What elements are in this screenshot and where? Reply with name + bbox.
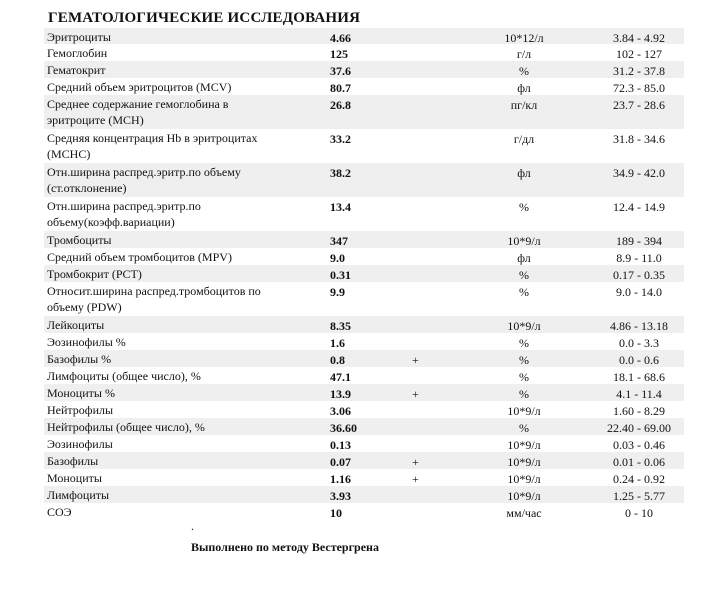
test-reference: 0.17 - 0.35 [613,268,665,282]
test-value: 125 [330,47,348,61]
test-value: 9.0 [330,251,345,265]
table-row [44,197,684,231]
test-reference: 102 - 127 [616,47,662,61]
test-name: СОЭ [47,505,72,519]
test-value: 3.06 [330,404,351,418]
test-reference: 189 - 394 [616,234,662,248]
method-note: Выполнено по методу Вестергрена [191,540,379,554]
test-reference: 0.01 - 0.06 [613,455,665,469]
test-reference: 0.03 - 0.46 [613,438,665,452]
test-name: Базофилы % [47,352,112,366]
test-value: 13.4 [330,200,351,214]
test-name: Средняя концентрация Hb в эритроцитах (MCHC) [47,131,258,161]
test-name: Гематокрит [47,63,106,77]
test-reference: 0.0 - 0.6 [619,353,659,367]
test-unit: 10*9/л [507,438,541,452]
test-reference: 23.7 - 28.6 [613,98,665,112]
test-value: 9.9 [330,285,345,299]
table-row [44,78,684,95]
test-reference: 0.0 - 3.3 [619,336,659,350]
test-value: 0.07 [330,455,351,469]
test-name: Моноциты % [47,386,115,400]
test-reference: 18.1 - 68.6 [613,370,665,384]
test-unit: 10*9/л [507,472,541,486]
test-name: Лейкоциты [47,318,105,332]
test-flag: + [412,353,419,367]
test-reference: 31.2 - 37.8 [613,64,665,78]
table-row [44,44,684,61]
test-reference: 31.8 - 34.6 [613,132,665,146]
test-unit: 10*9/л [507,319,541,333]
test-reference: 4.1 - 11.4 [616,387,662,401]
test-name: Моноциты [47,471,102,485]
test-unit: 10*9/л [507,489,541,503]
table-row [44,163,684,197]
test-reference: 12.4 - 14.9 [613,200,665,214]
test-flag: + [412,387,419,401]
test-reference: 0.24 - 0.92 [613,472,665,486]
test-name: Нейтрофилы [47,403,114,417]
test-reference: 4.86 - 13.18 [610,319,668,333]
test-reference: 72.3 - 85.0 [613,81,665,95]
test-reference: 8.9 - 11.0 [616,251,662,265]
test-value: 80.7 [330,81,351,95]
test-name: Эозинофилы [47,437,113,451]
test-name: Эритроциты [47,30,111,44]
dot-mark: . [191,519,194,533]
test-reference: 0 - 10 [625,506,653,520]
test-value: 3.93 [330,489,351,503]
test-unit: г/дл [513,132,535,146]
test-flag: + [412,472,419,486]
test-unit: 10*9/л [507,455,541,469]
table-row [44,350,684,367]
test-value: 13.9 [330,387,351,401]
table-row [44,469,684,486]
test-reference: 1.25 - 5.77 [613,489,665,503]
table-row [44,367,684,384]
test-value: 1.16 [330,472,351,486]
table-row [44,435,684,452]
test-value: 347 [330,234,348,248]
test-name: Лимфоциты [47,488,110,502]
test-unit: % [519,285,529,299]
table-row [44,231,684,248]
table-row [44,282,684,316]
test-name: Средний объем тромбоцитов (MPV) [47,250,232,264]
table-row [44,61,684,78]
test-value: 26.8 [330,98,351,112]
table-row [44,401,684,418]
test-name: Отн.ширина распред.эритр.по объему (ст.отклонение) [47,165,241,195]
test-name: Средний объем эритроцитов (MCV) [47,80,232,94]
test-unit: % [519,387,529,401]
test-value: 0.13 [330,438,351,452]
test-value: 33.2 [330,132,351,146]
test-unit: мм/час [506,506,542,520]
test-value: 36.60 [330,421,357,435]
test-unit: 10*9/л [507,234,541,248]
test-unit: % [519,336,529,350]
table-row [44,316,684,333]
test-unit: % [519,268,529,282]
test-name: Эозинофилы % [47,335,126,349]
test-flag: + [412,455,419,469]
table-row [44,333,684,350]
test-unit: 10*12/л [504,31,544,45]
test-reference: 3.84 - 4.92 [613,31,665,45]
table-row [44,129,684,163]
results-table [44,28,684,520]
test-name: Лимфоциты (общее число), % [47,369,201,383]
test-value: 8.35 [330,319,351,333]
table-row [44,503,684,520]
test-reference: 1.60 - 8.29 [613,404,665,418]
test-unit: % [519,200,529,214]
test-unit: г/л [516,47,532,61]
table-row [44,265,684,282]
test-unit: % [519,353,529,367]
test-name: Отн.ширина распред.эритр.по объему(коэфф.вариации) [47,199,201,229]
test-value: 0.8 [330,353,345,367]
table-row [44,418,684,435]
table-row [44,28,684,44]
test-value: 37.6 [330,64,351,78]
test-reference: 9.0 - 14.0 [616,285,662,299]
test-unit: фл [517,251,531,265]
test-value: 0.31 [330,268,351,282]
test-value: 47.1 [330,370,351,384]
table-row [44,452,684,469]
test-name: Базофилы [47,454,99,468]
test-reference: 34.9 - 42.0 [613,166,665,180]
test-name: Тромбоциты [47,233,112,247]
test-reference: 22.40 - 69.00 [607,421,671,435]
test-name: Среднее содержание гемоглобина в эритроците (MCH) [47,97,229,127]
test-unit: % [519,64,529,78]
test-unit: фл [517,166,531,180]
test-name: Относит.ширина распред.тромбоцитов по объему (PDW) [47,284,261,314]
section-title: ГЕМАТОЛОГИЧЕСКИЕ ИССЛЕДОВАНИЯ [48,10,361,26]
test-value: 1.6 [330,336,345,350]
test-unit: % [519,370,529,384]
test-value: 38.2 [330,166,351,180]
table-row [44,384,684,401]
test-name: Тромбокрит (PCT) [47,267,142,281]
test-unit: фл [517,81,531,95]
test-unit: пг/кл [510,98,538,112]
table-row [44,486,684,503]
table-row [44,248,684,265]
test-unit: 10*9/л [507,404,541,418]
test-name: Гемоглобин [47,46,108,60]
test-unit: % [519,421,529,435]
test-value: 10 [330,506,342,520]
table-row [44,95,684,129]
test-name: Нейтрофилы (общее число), % [47,420,205,434]
test-value: 4.66 [330,31,351,45]
